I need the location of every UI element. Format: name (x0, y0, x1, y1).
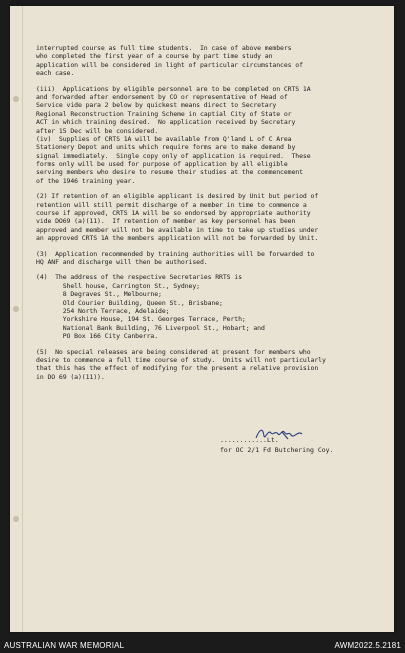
text-line: 8 Degraves St., Melbourne; (36, 290, 162, 299)
text-line: HQ ANF and discharge will then be authorised. (36, 257, 208, 266)
text-line: (4) The address of the respective Secretaries RRTS is (36, 273, 242, 282)
signature-block (220, 436, 380, 456)
text-line: each case. (36, 69, 75, 78)
footer-institution: AUSTRALIAN WAR MEMORIAL (4, 641, 125, 650)
footer-bar (0, 637, 405, 653)
text-line: ACT in which training desired. No application received by Secretary (36, 118, 296, 127)
text-line: (iv) Supplies of CRTS 1A will be available from Q'land L of C Area (36, 134, 292, 143)
text-line: of the 1946 training year. (36, 176, 136, 185)
text-line: desire to commence a full time course of study. Units will not particularly (36, 355, 326, 364)
text-line: PO Box 166 City Canberra. (36, 332, 159, 341)
paragraph-para-2 (36, 192, 386, 242)
text-line: National Bank Building, 76 Liverpool St., Hobart; and (36, 323, 265, 332)
paragraph-para-5 (36, 348, 386, 382)
paragraph-gap (36, 341, 386, 348)
paragraph-para-4 (36, 273, 386, 340)
signature-for-line: for OC 2/1 Fd Butchering Coy. (220, 446, 334, 454)
paragraph-gap (36, 78, 386, 85)
text-line: Shell house, Carrington St., Sydney; (36, 281, 200, 290)
text-line: in DO 69 (a)(11)). (36, 372, 105, 381)
footer-accession-number: AWM2022.5.2181 (334, 641, 401, 650)
punch-hole (13, 516, 19, 522)
punch-hole (13, 306, 19, 312)
text-line: Stationery Depot and units which require forms are to make demand by (36, 143, 296, 152)
text-line: 254 North Terrace, Adelaide; (36, 306, 170, 315)
text-line: retention will still permit discharge of a member in time to commence a (36, 200, 307, 209)
signature-dots: ............Lt. (220, 436, 279, 444)
text-line: approved and member will not be available in time to take up studies under (36, 225, 319, 234)
text-line: (3) Application recommended by training authorities will be forwarded to (36, 249, 315, 258)
binding-strip (10, 6, 23, 632)
text-line: (iii) Applications by eligible personnel are to be completed on CRTS 1A (36, 84, 311, 93)
text-line: course if approved, CRTS 1A will be so endorsed by appropriate authority (36, 209, 311, 218)
paragraph-gap (36, 185, 386, 192)
text-line: and forwarded after endorsement by CO or representative of Head of (36, 92, 288, 101)
text-line: (5) No special releases are being considered at present for members who (36, 347, 311, 356)
text-line: Old Courier Building, Queen St., Brisbane; (36, 298, 223, 307)
paragraph-gap (36, 266, 386, 273)
paragraph-continuation (36, 44, 386, 78)
text-line: Service vide para 2 below by quickest means direct to Secretary (36, 101, 277, 110)
text-line: vide DO69 (a)(11). If retention of member as key personnel has been (36, 217, 296, 226)
paragraph-para-3 (36, 250, 386, 267)
paragraph-gap (36, 243, 386, 250)
paragraph-para-iii (36, 85, 386, 186)
text-line: after 15 Dec will be considered. (36, 126, 159, 135)
text-line: that this has the effect of modifying for the present a relative provision (36, 364, 319, 373)
text-line: signal immediately. Single copy only of application is required. These (36, 151, 311, 160)
text-line: (2) If retention of an eligible applicant is desired by Unit but period of (36, 192, 319, 201)
text-line: serving members who desire to resume their studies at the commencement (36, 168, 303, 177)
text-line: Yorkshire House, 194 St. Georges Terrace, Perth; (36, 315, 246, 324)
text-line: application will be considered in light of particular circumstances of (36, 60, 303, 69)
document-body (36, 44, 386, 381)
text-line: forms only will be used for purpose of application by all eligible (36, 160, 288, 169)
text-line: an approved CRTS 1A the members application will not be forwarded by Unit. (36, 234, 319, 243)
document-page (10, 6, 394, 632)
text-line: who completed the first year of a course by part time study an (36, 52, 273, 61)
text-line: Regional Reconstruction Training Scheme in captial City of State or (36, 109, 292, 118)
text-line: interrupted course as full time students. In case of above members (36, 44, 292, 52)
punch-hole (13, 96, 19, 102)
